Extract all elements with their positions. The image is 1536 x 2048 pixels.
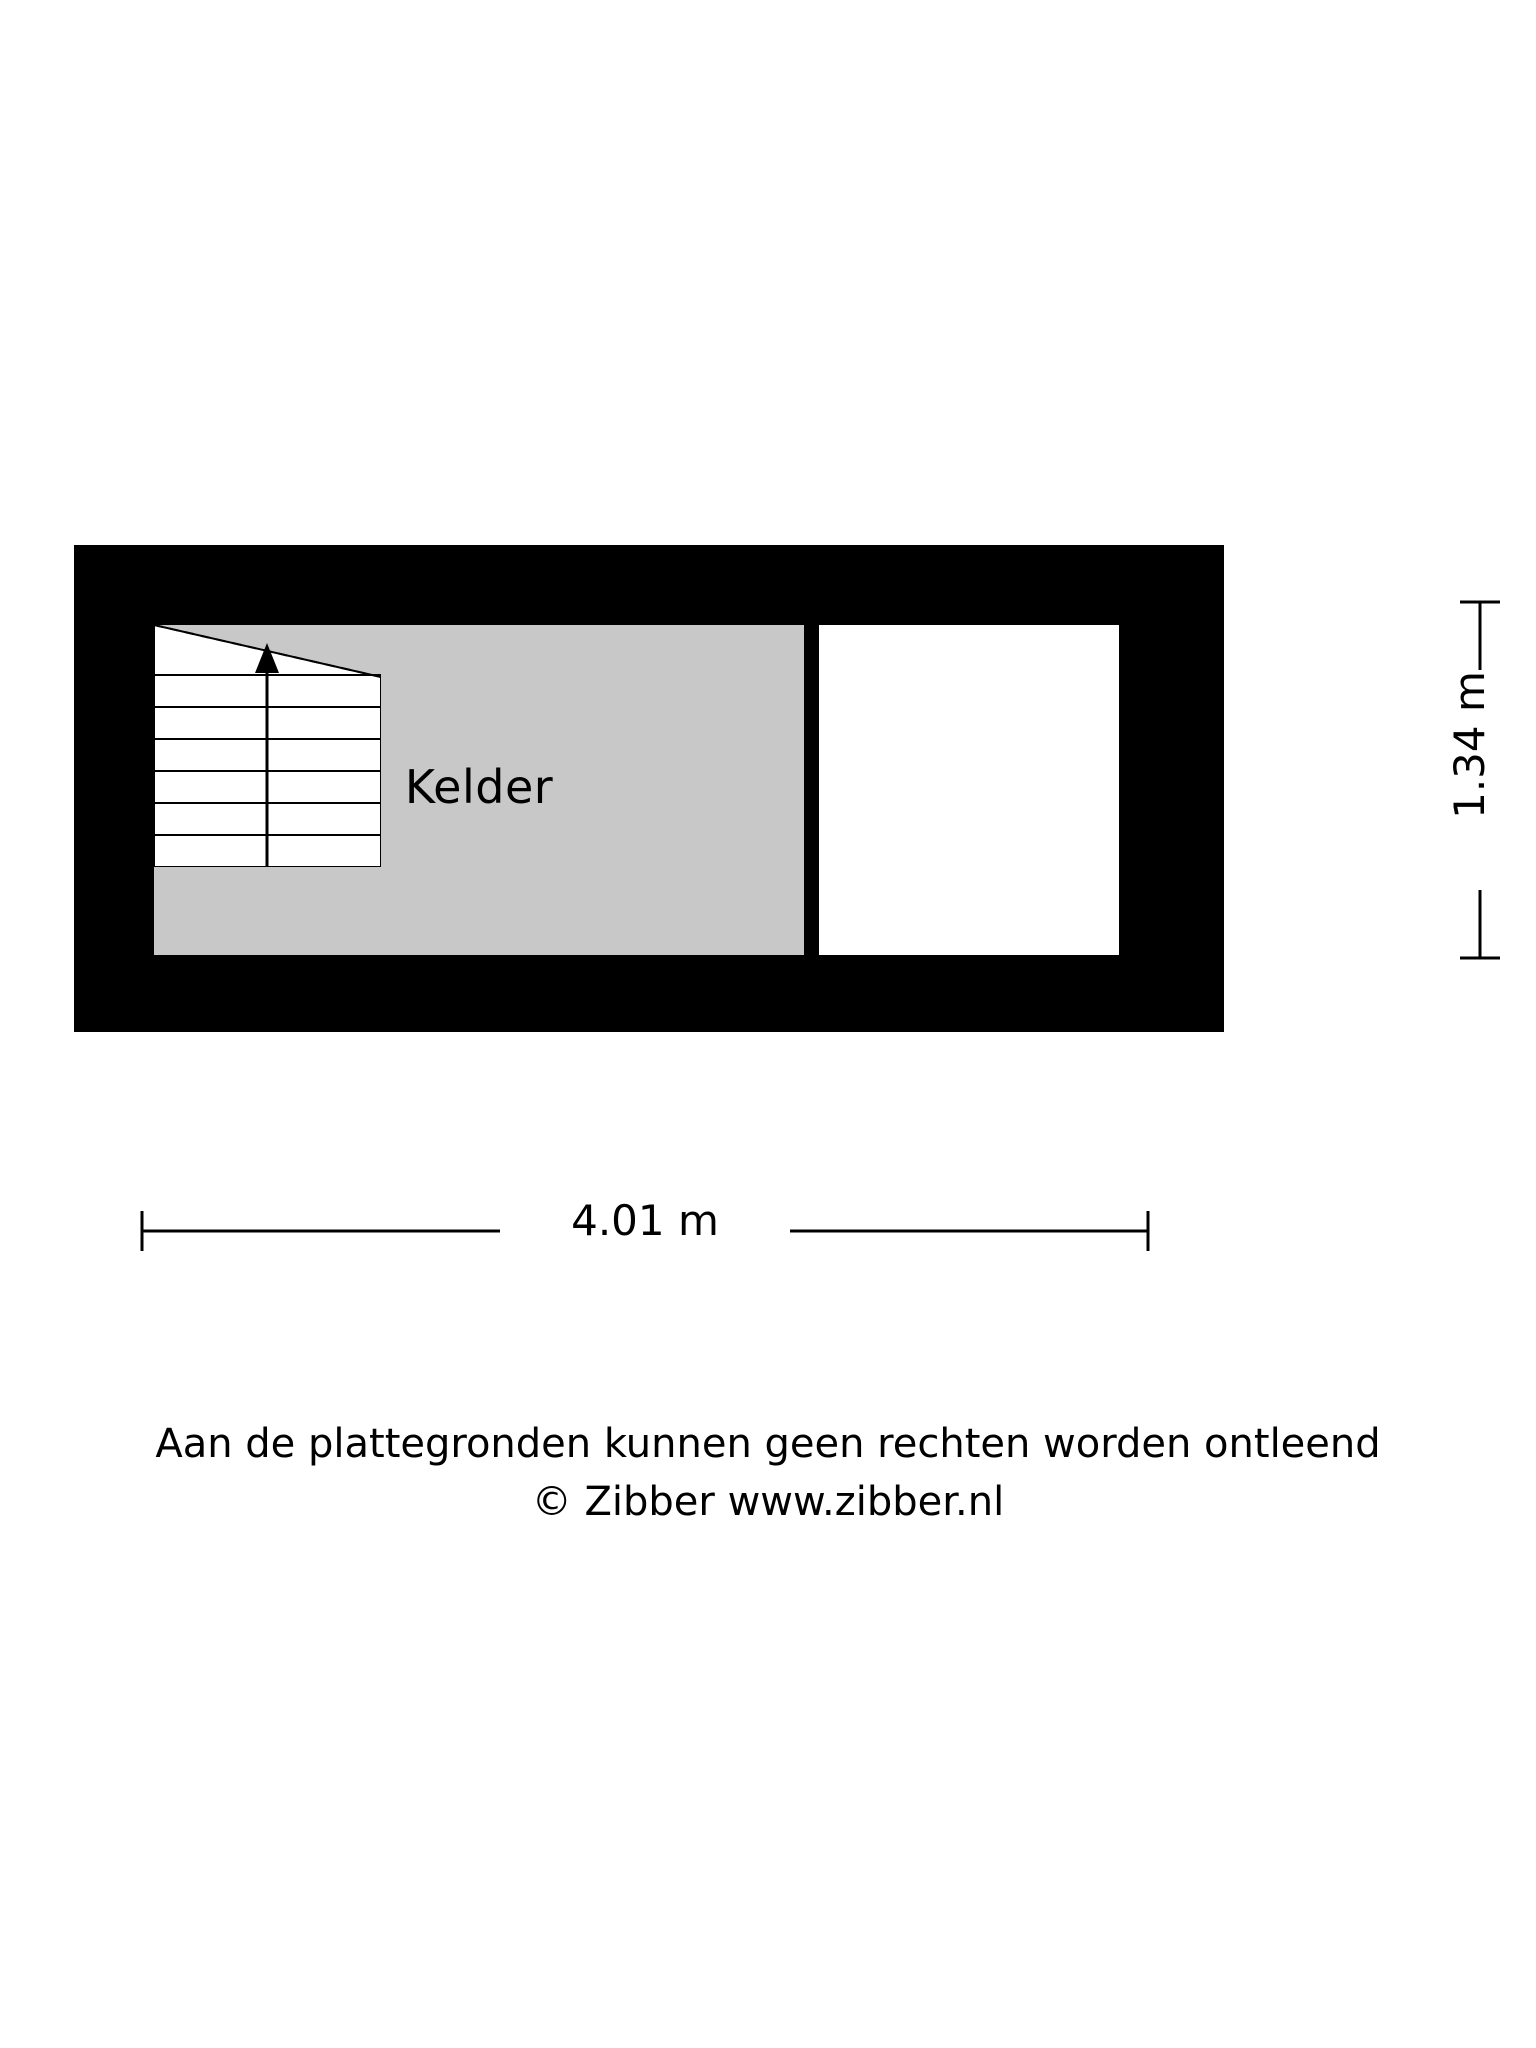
footer-disclaimer: [0, 1415, 1536, 1531]
dimension-width-label: 4.01 m: [571, 1196, 719, 1245]
dimension-height: [1440, 600, 1520, 960]
dimension-width: [140, 1196, 1150, 1266]
staircase-icon: [154, 625, 381, 867]
room-label-kelder: Kelder: [404, 760, 554, 814]
room-secondary-floor: [819, 625, 1119, 955]
dimension-height-label: 1.34 m: [1445, 671, 1494, 819]
floorplan-diagram: [74, 545, 1224, 1032]
disclaimer-text: Aan de plattegronden kunnen geen rechten worden ontleend: [155, 1421, 1381, 1467]
copyright-text: © Zibber www.zibber.nl: [531, 1479, 1005, 1525]
